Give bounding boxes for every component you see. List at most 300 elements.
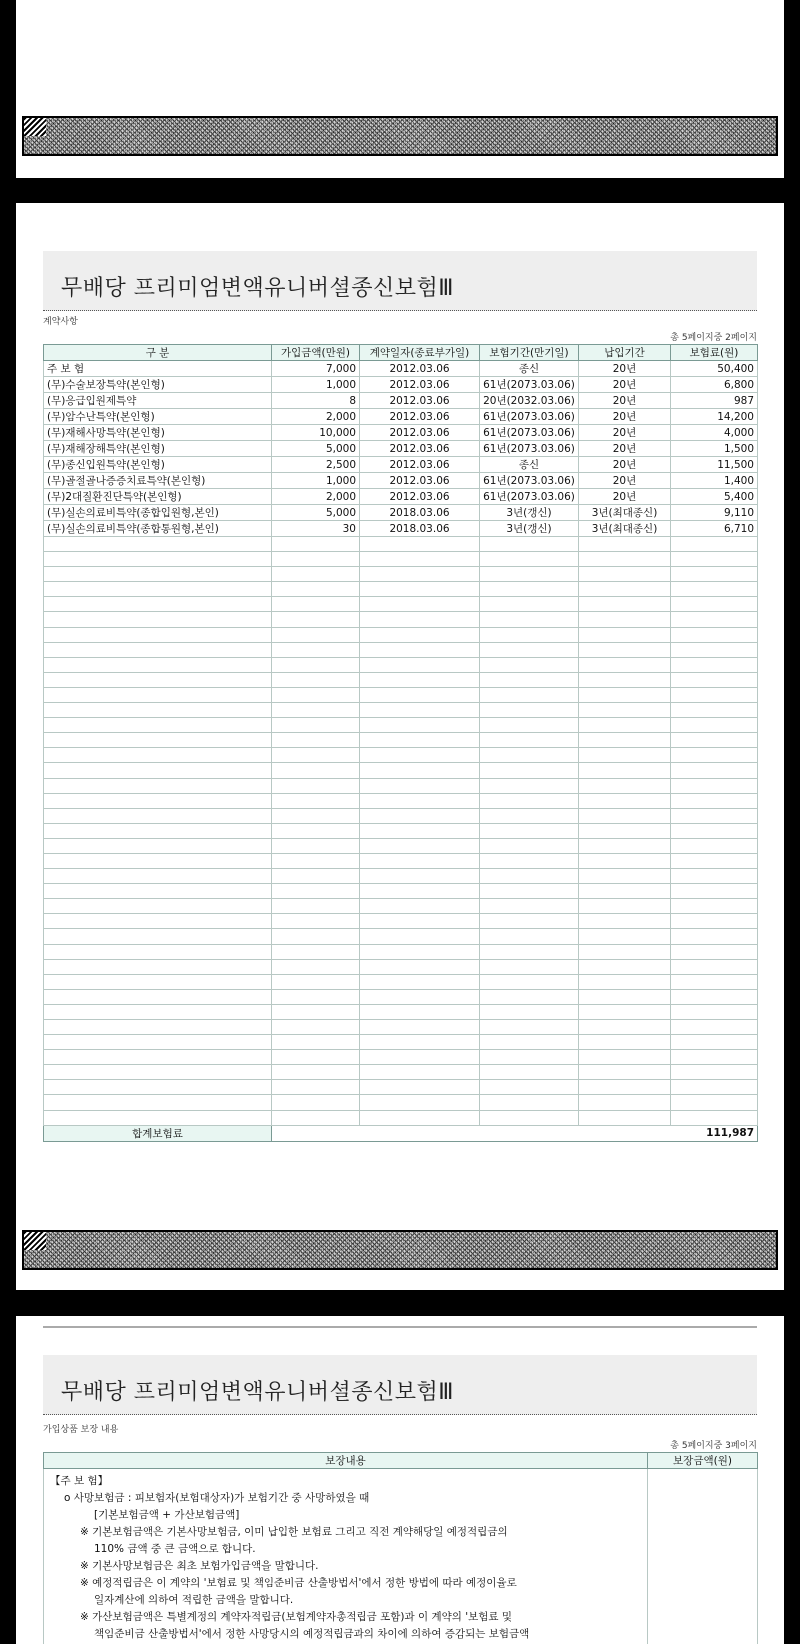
empty-cell: [480, 1020, 579, 1035]
empty-cell: [579, 778, 671, 793]
coverage-table: [43, 1452, 758, 1644]
empty-cell: [44, 959, 272, 974]
empty-cell: [671, 718, 758, 733]
pay-period: 3년(최대종신): [579, 521, 671, 537]
empty-cell: [480, 974, 579, 989]
empty-cell: [480, 567, 579, 582]
empty-cell: [480, 733, 579, 748]
period: 종신: [480, 361, 579, 377]
empty-cell: [671, 733, 758, 748]
table-row: [44, 457, 758, 473]
total-row: [44, 1125, 758, 1141]
premium: 9,110: [671, 505, 758, 521]
empty-cell: [579, 793, 671, 808]
contract-table: [43, 344, 758, 1142]
empty-cell: [671, 763, 758, 778]
empty-cell: [480, 899, 579, 914]
table-row: [44, 393, 758, 409]
empty-cell: [360, 657, 480, 672]
rider-name: (무)재해장해특약(본인형): [44, 441, 272, 457]
empty-cell: [480, 1035, 579, 1050]
contract-date: 2018.03.06: [360, 505, 480, 521]
empty-cell: [579, 929, 671, 944]
pay-period: 20년: [579, 473, 671, 489]
rider-name: (무)응급입원제특약: [44, 393, 272, 409]
pay-period: 20년: [579, 393, 671, 409]
empty-cell: [579, 1035, 671, 1050]
empty-cell: [44, 929, 272, 944]
empty-cell: [272, 687, 360, 702]
empty-row: [44, 763, 758, 778]
empty-cell: [480, 823, 579, 838]
empty-cell: [579, 1110, 671, 1125]
empty-cell: [272, 959, 360, 974]
empty-cell: [360, 1095, 480, 1110]
amount: 2,000: [272, 489, 360, 505]
empty-cell: [579, 1095, 671, 1110]
empty-row: [44, 884, 758, 899]
empty-cell: [44, 853, 272, 868]
empty-cell: [44, 1050, 272, 1065]
empty-cell: [480, 748, 579, 763]
empty-cell: [272, 853, 360, 868]
empty-cell: [360, 733, 480, 748]
col-header: 구 분: [44, 345, 272, 361]
empty-row: [44, 748, 758, 763]
empty-cell: [272, 929, 360, 944]
empty-cell: [480, 642, 579, 657]
coverage-content: [44, 1469, 648, 1644]
empty-cell: [272, 763, 360, 778]
total-value: 111,987: [272, 1125, 758, 1141]
empty-cell: [272, 884, 360, 899]
empty-cell: [272, 718, 360, 733]
empty-cell: [671, 1050, 758, 1065]
pay-period: 20년: [579, 489, 671, 505]
table-row: [44, 473, 758, 489]
coverage-line: [기본보험금액 + 가산보험금액]: [94, 1509, 240, 1521]
section-label: 가입상품 보장 내용: [43, 1425, 119, 1435]
empty-row: [44, 823, 758, 838]
empty-cell: [44, 808, 272, 823]
amount: 5,000: [272, 441, 360, 457]
empty-cell: [360, 718, 480, 733]
empty-cell: [272, 1095, 360, 1110]
empty-cell: [360, 793, 480, 808]
empty-cell: [579, 763, 671, 778]
empty-row: [44, 808, 758, 823]
empty-cell: [360, 853, 480, 868]
empty-cell: [360, 1080, 480, 1095]
empty-cell: [44, 778, 272, 793]
empty-row: [44, 1110, 758, 1125]
table-row: [44, 361, 758, 377]
empty-cell: [579, 552, 671, 567]
coverage-line: 110% 금액 중 큰 금액으로 합니다.: [94, 1543, 256, 1555]
empty-cell: [44, 537, 272, 552]
pay-period: 20년: [579, 425, 671, 441]
period: 종신: [480, 457, 579, 473]
page-2-sheet: [16, 203, 784, 1290]
amount: 5,000: [272, 505, 360, 521]
empty-row: [44, 582, 758, 597]
empty-cell: [671, 793, 758, 808]
empty-cell: [44, 914, 272, 929]
empty-row: [44, 657, 758, 672]
empty-row: [44, 778, 758, 793]
empty-cell: [360, 929, 480, 944]
empty-cell: [272, 823, 360, 838]
empty-cell: [44, 733, 272, 748]
empty-cell: [360, 838, 480, 853]
pay-period: 20년: [579, 377, 671, 393]
empty-row: [44, 1080, 758, 1095]
empty-cell: [44, 687, 272, 702]
empty-cell: [671, 869, 758, 884]
premium: 14,200: [671, 409, 758, 425]
period: 3년(갱신): [480, 521, 579, 537]
premium: 50,400: [671, 361, 758, 377]
empty-cell: [44, 763, 272, 778]
empty-cell: [671, 1004, 758, 1019]
table-row: [44, 425, 758, 441]
col-header: 보장내용: [44, 1453, 648, 1469]
empty-cell: [579, 718, 671, 733]
empty-cell: [360, 944, 480, 959]
rider-name: (무)암수난특약(본인형): [44, 409, 272, 425]
empty-cell: [480, 853, 579, 868]
empty-row: [44, 959, 758, 974]
empty-cell: [272, 914, 360, 929]
empty-row: [44, 703, 758, 718]
empty-cell: [360, 612, 480, 627]
empty-cell: [360, 808, 480, 823]
empty-cell: [360, 974, 480, 989]
empty-cell: [44, 627, 272, 642]
empty-cell: [44, 1065, 272, 1080]
empty-cell: [272, 869, 360, 884]
amount: 1,000: [272, 473, 360, 489]
empty-cell: [360, 672, 480, 687]
contract-date: 2012.03.06: [360, 489, 480, 505]
empty-cell: [480, 1080, 579, 1095]
empty-row: [44, 989, 758, 1004]
empty-cell: [579, 884, 671, 899]
empty-cell: [579, 869, 671, 884]
empty-cell: [480, 778, 579, 793]
empty-cell: [671, 582, 758, 597]
empty-cell: [272, 778, 360, 793]
empty-cell: [272, 1050, 360, 1065]
pay-period: 20년: [579, 457, 671, 473]
empty-cell: [360, 597, 480, 612]
empty-cell: [671, 1110, 758, 1125]
page-1-sheet: [16, 0, 784, 178]
pay-period: 3년(최대종신): [579, 505, 671, 521]
empty-cell: [671, 672, 758, 687]
empty-cell: [272, 597, 360, 612]
col-header: 보험기간(만기일): [480, 345, 579, 361]
top-rule: [43, 1326, 757, 1328]
empty-cell: [671, 597, 758, 612]
premium: 1,500: [671, 441, 758, 457]
empty-cell: [272, 627, 360, 642]
empty-cell: [360, 959, 480, 974]
coverage-line: 【주 보 험】: [50, 1475, 109, 1487]
amount: 7,000: [272, 361, 360, 377]
rider-name: (무)골절골나증증치료특약(본인형): [44, 473, 272, 489]
empty-cell: [360, 703, 480, 718]
empty-cell: [360, 748, 480, 763]
empty-cell: [480, 718, 579, 733]
rider-name: (무)2대질환진단특약(본인형): [44, 489, 272, 505]
empty-cell: [272, 1004, 360, 1019]
empty-cell: [671, 687, 758, 702]
empty-cell: [272, 537, 360, 552]
empty-cell: [671, 838, 758, 853]
empty-cell: [272, 989, 360, 1004]
empty-cell: [272, 838, 360, 853]
empty-cell: [480, 1004, 579, 1019]
rider-name: (무)재해사망특약(본인형): [44, 425, 272, 441]
empty-cell: [579, 642, 671, 657]
empty-cell: [579, 944, 671, 959]
page-3-sheet: [16, 1316, 784, 1644]
col-header: 가입금액(만원): [272, 345, 360, 361]
empty-cell: [272, 642, 360, 657]
empty-cell: [579, 672, 671, 687]
empty-cell: [480, 944, 579, 959]
empty-row: [44, 1050, 758, 1065]
empty-cell: [272, 612, 360, 627]
empty-cell: [44, 869, 272, 884]
empty-cell: [671, 1080, 758, 1095]
empty-cell: [579, 537, 671, 552]
doc-title: 무배당 프리미엄변액유니버셜종신보험Ⅲ: [61, 1380, 454, 1405]
empty-row: [44, 612, 758, 627]
page-info: 총 5페이지중 2페이지: [670, 333, 757, 343]
empty-row: [44, 1035, 758, 1050]
premium: 987: [671, 393, 758, 409]
empty-cell: [44, 1004, 272, 1019]
empty-cell: [579, 899, 671, 914]
empty-cell: [360, 1050, 480, 1065]
empty-cell: [671, 944, 758, 959]
empty-cell: [579, 1065, 671, 1080]
empty-cell: [272, 974, 360, 989]
pay-period: 20년: [579, 409, 671, 425]
contract-date: 2012.03.06: [360, 457, 480, 473]
empty-cell: [480, 537, 579, 552]
empty-cell: [272, 1080, 360, 1095]
empty-cell: [671, 1020, 758, 1035]
empty-row: [44, 838, 758, 853]
empty-cell: [360, 778, 480, 793]
empty-cell: [272, 582, 360, 597]
empty-row: [44, 974, 758, 989]
empty-cell: [44, 718, 272, 733]
empty-cell: [480, 1095, 579, 1110]
empty-cell: [44, 657, 272, 672]
amount: 1,000: [272, 377, 360, 393]
empty-cell: [671, 853, 758, 868]
empty-cell: [480, 703, 579, 718]
empty-cell: [579, 597, 671, 612]
table-row: [44, 1469, 758, 1644]
table-row: [44, 409, 758, 425]
empty-cell: [44, 672, 272, 687]
empty-cell: [480, 869, 579, 884]
coverage-line: o 사망보험금 : 피보험자(보험대상자)가 보험기간 중 사망하였을 때: [64, 1492, 370, 1504]
amount: 10,000: [272, 425, 360, 441]
empty-cell: [671, 929, 758, 944]
empty-row: [44, 793, 758, 808]
empty-cell: [579, 959, 671, 974]
empty-cell: [480, 884, 579, 899]
contract-date: 2012.03.06: [360, 441, 480, 457]
empty-cell: [360, 627, 480, 642]
contract-date: 2012.03.06: [360, 473, 480, 489]
empty-cell: [579, 612, 671, 627]
empty-cell: [671, 974, 758, 989]
empty-cell: [671, 612, 758, 627]
coverage-line: ※ 가산보험금액은 특별계정의 계약자적립금(보험계약자총적립금 포함)과 이 계약의 '보험료 및: [80, 1611, 513, 1623]
empty-row: [44, 537, 758, 552]
empty-cell: [671, 914, 758, 929]
empty-cell: [44, 748, 272, 763]
empty-cell: [480, 793, 579, 808]
premium: 5,400: [671, 489, 758, 505]
empty-cell: [44, 944, 272, 959]
contract-date: 2012.03.06: [360, 361, 480, 377]
empty-row: [44, 944, 758, 959]
empty-cell: [272, 657, 360, 672]
period: 3년(갱신): [480, 505, 579, 521]
empty-cell: [579, 687, 671, 702]
empty-cell: [480, 612, 579, 627]
empty-cell: [671, 537, 758, 552]
doc-header: [43, 251, 757, 311]
empty-cell: [480, 763, 579, 778]
empty-cell: [44, 1095, 272, 1110]
empty-cell: [579, 733, 671, 748]
empty-cell: [579, 853, 671, 868]
empty-cell: [360, 537, 480, 552]
empty-cell: [480, 627, 579, 642]
empty-cell: [44, 552, 272, 567]
col-header: 계약일자(종료부가일): [360, 345, 480, 361]
empty-cell: [671, 884, 758, 899]
empty-row: [44, 627, 758, 642]
col-header: 보험료(원): [671, 345, 758, 361]
empty-cell: [671, 657, 758, 672]
empty-cell: [360, 823, 480, 838]
empty-cell: [44, 597, 272, 612]
empty-cell: [360, 582, 480, 597]
period: 61년(2073.03.06): [480, 473, 579, 489]
empty-row: [44, 1095, 758, 1110]
empty-cell: [579, 657, 671, 672]
empty-cell: [272, 1110, 360, 1125]
empty-cell: [579, 567, 671, 582]
empty-cell: [44, 974, 272, 989]
empty-cell: [360, 1020, 480, 1035]
rider-name: (무)실손의료비특약(종합통원형,본인): [44, 521, 272, 537]
empty-cell: [671, 1095, 758, 1110]
empty-cell: [44, 642, 272, 657]
empty-cell: [44, 989, 272, 1004]
contract-date: 2012.03.06: [360, 377, 480, 393]
rider-name: 주 보 험: [44, 361, 272, 377]
empty-row: [44, 899, 758, 914]
pay-period: 20년: [579, 441, 671, 457]
empty-cell: [579, 1080, 671, 1095]
coverage-amount: [648, 1469, 758, 1644]
empty-cell: [272, 1065, 360, 1080]
empty-cell: [44, 793, 272, 808]
empty-row: [44, 597, 758, 612]
empty-cell: [579, 838, 671, 853]
empty-cell: [671, 959, 758, 974]
section-label: 계약사항: [43, 317, 78, 327]
empty-row: [44, 914, 758, 929]
contract-date: 2012.03.06: [360, 393, 480, 409]
period: 61년(2073.03.06): [480, 441, 579, 457]
coverage-line: 일자계산에 의하여 적립한 금액을 말합니다.: [94, 1594, 294, 1606]
empty-cell: [360, 884, 480, 899]
empty-cell: [579, 748, 671, 763]
empty-cell: [579, 1004, 671, 1019]
empty-cell: [480, 914, 579, 929]
amount: 8: [272, 393, 360, 409]
empty-cell: [579, 1020, 671, 1035]
empty-cell: [671, 552, 758, 567]
empty-cell: [579, 989, 671, 1004]
empty-cell: [579, 823, 671, 838]
amount: 2,000: [272, 409, 360, 425]
empty-row: [44, 853, 758, 868]
empty-row: [44, 1020, 758, 1035]
empty-cell: [44, 703, 272, 718]
empty-cell: [360, 989, 480, 1004]
empty-cell: [272, 899, 360, 914]
empty-cell: [360, 1004, 480, 1019]
empty-cell: [272, 748, 360, 763]
table-header-row: [44, 345, 758, 361]
empty-cell: [579, 808, 671, 823]
empty-cell: [272, 808, 360, 823]
premium: 11,500: [671, 457, 758, 473]
empty-cell: [44, 1110, 272, 1125]
empty-cell: [272, 793, 360, 808]
empty-cell: [480, 929, 579, 944]
contract-date: 2012.03.06: [360, 409, 480, 425]
amount: 30: [272, 521, 360, 537]
table-row: [44, 505, 758, 521]
empty-cell: [480, 1050, 579, 1065]
empty-cell: [480, 989, 579, 1004]
amount: 2,500: [272, 457, 360, 473]
empty-cell: [671, 899, 758, 914]
rider-name: (무)수술보장특약(본인형): [44, 377, 272, 393]
empty-cell: [480, 687, 579, 702]
empty-cell: [579, 974, 671, 989]
empty-cell: [671, 808, 758, 823]
empty-cell: [480, 808, 579, 823]
empty-row: [44, 929, 758, 944]
empty-cell: [272, 703, 360, 718]
empty-row: [44, 672, 758, 687]
